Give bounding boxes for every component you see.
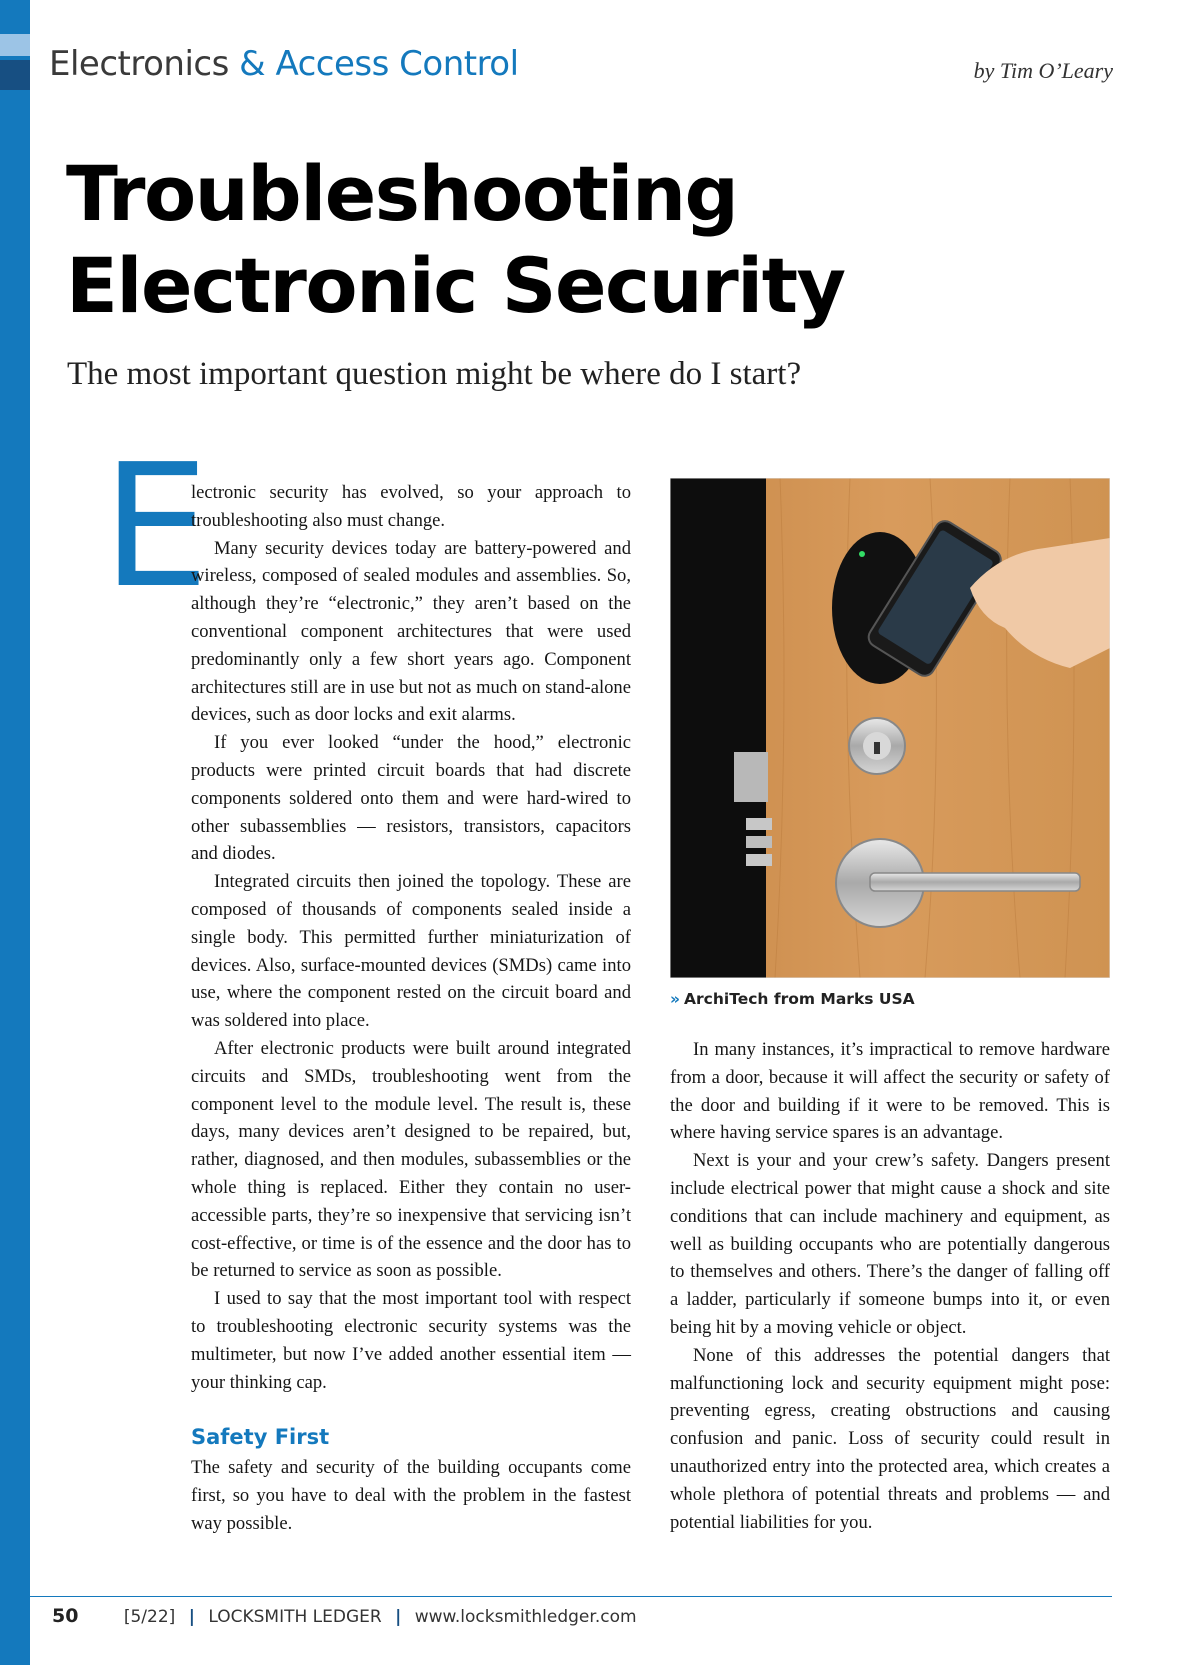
accent-tab-light: [0, 34, 30, 56]
footer-separator: |: [188, 1607, 195, 1627]
footer-rule: [30, 1596, 1112, 1597]
paragraph: I used to say that the most important tool with respect to troubleshooting electronic security systems was the multimeter, but now I’ve added another essential item — your thinking cap.: [191, 1288, 631, 1393]
paragraph: Integrated circuits then joined the topology. These are composed of thousands of components sealed inside a single body. This permitted further miniaturization of devices. Also, surface-mounted devices (SMDs) came into use, where the component rested on the circuit board and was soldered into place.: [191, 871, 631, 1032]
footer: [52, 1605, 1112, 1627]
paragraph: None of this addresses the potential dangers that malfunctioning lock and security equipment might pose: preventing egress, creating obstructions and causing confusion and panic. Loss of security could result in unauthorized entry into the protected area, which creates a whole plethora of potential threats and problems — and potential liabilities for you.: [670, 1344, 1110, 1533]
magazine-name: LOCKSMITH LEDGER: [208, 1607, 382, 1627]
left-accent-bar: [0, 0, 30, 1665]
accent-tab-dark: [0, 60, 30, 90]
headline-line-2: Electronic Security: [66, 241, 845, 330]
section-label-accent: & Access Control: [239, 44, 519, 84]
headline: [66, 148, 1126, 332]
paragraph: After electronic products were built around integrated circuits and SMDs, troubleshooting went from the component level to the module level. The result is, these days, many devices aren’t designed to be repaired, but, rather, diagnosed, and then modules, subassemblies or the whole thing is replaced. Either they contain no user-accessible parts, they’re so inexpensive that servicing isn’t cost-effective, or time is of the essence and the door has to be returned to service as soon as possible.: [191, 1037, 631, 1282]
page-number: 50: [52, 1605, 79, 1627]
paragraph: lectronic security has evolved, so your approach to troubleshooting also must change.: [191, 482, 631, 531]
paragraph: The safety and security of the building occupants come first, so you have to deal with the problem in the fastest way possible.: [191, 1457, 631, 1534]
headline-line-1: Troubleshooting: [66, 149, 738, 238]
deck: The most important question might be where do I start?: [67, 356, 802, 392]
door-lock-photo: [670, 478, 1110, 978]
footer-separator: |: [395, 1607, 402, 1627]
caption-text: ArchiTech from Marks USA: [684, 990, 915, 1008]
subhead-safety-first: Safety First: [191, 1425, 330, 1450]
paragraph: If you ever looked “under the hood,” electronic products were printed circuit boards that had discrete components soldered onto them and were hard-wired to other subassemblies — resistors, transistors, capacitors and diodes.: [191, 732, 631, 865]
right-column: [670, 1036, 1110, 1536]
byline: by Tim O’Leary: [973, 58, 1113, 83]
product-photo: [670, 478, 1110, 978]
paragraph: Next is your and your crew’s safety. Dangers present include electrical power that might cause a shock and site conditions that can include machinery and equipment, as well as building occupants who are potentially dangerous to themselves and others. There’s the danger of falling off a ladder, particularly if someone bumps into it, or even being hit by a moving vehicle or object.: [670, 1150, 1110, 1338]
section-label-main: Electronics: [49, 44, 229, 84]
double-chevron-icon: »: [670, 990, 681, 1008]
section-label: [49, 44, 519, 84]
issue-date: [5/22]: [123, 1607, 176, 1627]
paragraph: In many instances, it’s impractical to remove hardware from a door, because it will affect the security or safety of the door and building if it were to be removed. This is where having service spares is an advantage.: [670, 1039, 1110, 1144]
paragraph: Many security devices today are battery-powered and wireless, composed of sealed modules and assemblies. So, although they’re “electronic,” they aren’t based on the conventional component architectures that were used predominantly only a few short years ago. Component architectures still are in use but not as much on stand-alone devices, such as door locks and exit alarms.: [191, 537, 631, 726]
drop-cap: E: [102, 428, 210, 626]
left-column: [191, 479, 631, 1538]
photo-caption: [670, 990, 1110, 1008]
website-link[interactable]: www.locksmithledger.com: [414, 1607, 637, 1627]
